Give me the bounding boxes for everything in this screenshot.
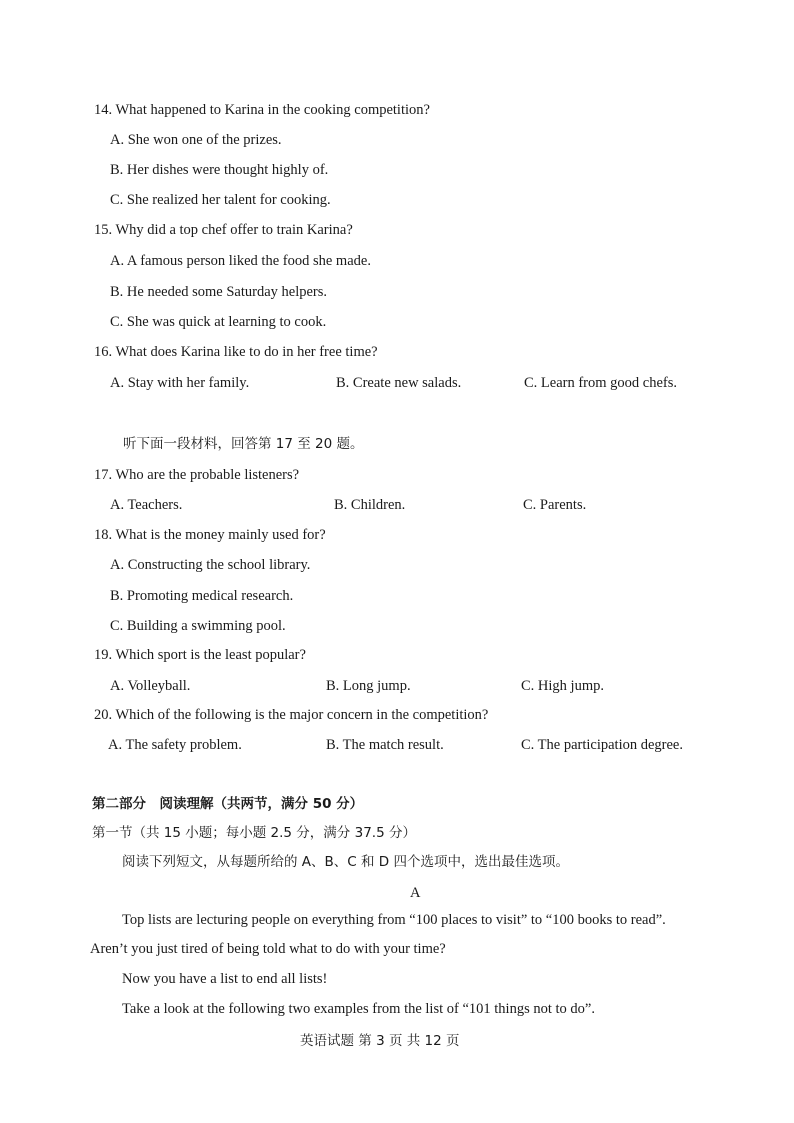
passage-p3: Take a look at the following two examples from the list of “101 things not to do”.: [122, 1001, 595, 1017]
section-one-title: 第一节（共 15 小题；每小题 2.5 分，满分 37.5 分）: [92, 825, 416, 841]
q18-stem: 18. What is the money mainly used for?: [94, 527, 326, 543]
q14-option-b: B. Her dishes were thought highly of.: [110, 162, 329, 178]
page-footer: 英语试题 第 3 页 共 12 页: [300, 1033, 460, 1049]
q16-option-c: C. Learn from good chefs.: [524, 375, 678, 391]
q19-option-a: A. Volleyball.: [110, 678, 191, 694]
q20-option-a: A. The safety problem.: [108, 737, 242, 753]
part-two-title: 第二部分 阅读理解（共两节，满分 50 分）: [92, 796, 364, 812]
q15-option-a: A. A famous person liked the food she made.: [110, 253, 371, 269]
passage-label: A: [410, 885, 421, 901]
passage-p1-line2: Aren’t you just tired of being told what to do with your time?: [90, 941, 446, 957]
passage-p2: Now you have a list to end all lists!: [122, 971, 328, 987]
q17-option-c: C. Parents.: [523, 497, 587, 513]
q19-option-c: C. High jump.: [521, 678, 604, 694]
q15-option-c: C. She was quick at learning to cook.: [110, 314, 327, 330]
q17-option-b: B. Children.: [334, 497, 406, 513]
q16-option-a: A. Stay with her family.: [110, 375, 250, 391]
q15-option-b: B. He needed some Saturday helpers.: [110, 284, 328, 300]
q15-stem: 15. Why did a top chef offer to train Karina?: [94, 222, 353, 238]
reading-instruction: 阅读下列短文，从每题所给的 A、B、C 和 D 四个选项中，选出最佳选项。: [122, 854, 569, 870]
q20-stem: 20. Which of the following is the major concern in the competition?: [94, 707, 489, 723]
q16-option-b: B. Create new salads.: [336, 375, 462, 391]
q20-option-b: B. The match result.: [326, 737, 444, 753]
q18-option-c: C. Building a swimming pool.: [110, 618, 286, 634]
q17-stem: 17. Who are the probable listeners?: [94, 467, 300, 483]
q14-stem: 14. What happened to Karina in the cooking competition?: [94, 102, 430, 118]
q16-stem: 16. What does Karina like to do in her free time?: [94, 344, 378, 360]
q19-option-b: B. Long jump.: [326, 678, 411, 694]
passage-p1-line1: Top lists are lecturing people on everything from “100 places to visit” to “100 books to read”.: [122, 912, 666, 928]
q20-option-c: C. The participation degree.: [521, 737, 683, 753]
listening-instruction: 听下面一段材料，回答第 17 至 20 题。: [123, 436, 364, 452]
q14-option-c: C. She realized her talent for cooking.: [110, 192, 331, 208]
q18-option-b: B. Promoting medical research.: [110, 588, 294, 604]
q18-option-a: A. Constructing the school library.: [110, 557, 311, 573]
q19-stem: 19. Which sport is the least popular?: [94, 647, 306, 663]
q14-option-a: A. She won one of the prizes.: [110, 132, 282, 148]
q17-option-a: A. Teachers.: [110, 497, 183, 513]
